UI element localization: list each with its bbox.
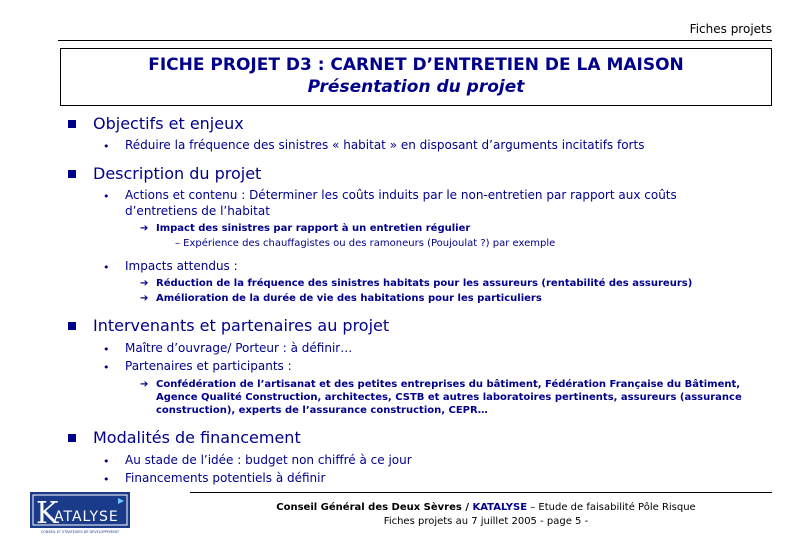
footer-line1 <box>200 502 772 513</box>
bullet-icon: • <box>103 343 110 356</box>
arrow-item-text: Amélioration de la durée de vie des habitations pour les particuliers <box>156 293 542 304</box>
arrow-icon: ➔ <box>140 293 149 304</box>
footer-brand: KATALYSE <box>472 502 528 513</box>
arrow-item-text: Impact des sinistres par rapport à un entretien régulier <box>156 223 471 234</box>
bullet-icon: • <box>103 261 110 274</box>
page-title: FICHE PROJET D3 : CARNET D’ENTRETIEN DE LA MAISON <box>148 55 684 75</box>
bullet-icon: • <box>103 140 110 153</box>
arrow-icon: ➔ <box>140 379 149 390</box>
section-square-icon <box>68 120 76 128</box>
bullet-icon: • <box>103 190 110 203</box>
dash-item: – Expérience des chauffagistes ou des ramoneurs (Poujoulat ?) par exemple <box>175 238 556 249</box>
list-item: Financements potentiels à définir <box>125 471 326 485</box>
bullet-icon: • <box>103 455 110 468</box>
arrow-icon: ➔ <box>140 278 149 289</box>
page-subtitle: Présentation du projet <box>307 77 525 97</box>
arrow-icon: ➔ <box>140 223 149 234</box>
list-item-continued: d’entretiens de l’habitat <box>125 204 270 218</box>
section-heading-objectifs: Objectifs et enjeux <box>93 114 244 133</box>
list-item: Partenaires et participants : <box>125 359 292 373</box>
list-item: Actions et contenu : Déterminer les coûts induits par le non-entretien par rapport aux coûts <box>125 188 677 202</box>
bullet-icon: • <box>103 473 110 486</box>
katalyse-logo <box>30 492 130 534</box>
footer-line2: Fiches projets au 7 juillet 2005 - page 5 - <box>383 516 589 527</box>
section-heading-description: Description du projet <box>93 164 262 183</box>
logo-tagline: CONSEIL ET STRATEGIES DE DEVELOPPEMENT <box>40 530 120 534</box>
title-box <box>60 48 772 106</box>
list-item: Maître d’ouvrage/ Porteur : à définir… <box>125 341 353 355</box>
arrow-item-text: Agence Qualité Construction, architectes, CSTB et autres laboratoires pertinents, assureurs (assurance <box>156 392 742 403</box>
footer-study: – Etude de faisabilité Pôle Risque <box>527 502 696 513</box>
footer-rule <box>190 492 772 493</box>
logo-initial: K <box>36 496 59 531</box>
header-label: Fiches projets <box>689 22 772 36</box>
bullet-icon: • <box>103 361 110 374</box>
section-square-icon <box>68 170 76 178</box>
section-heading-financement: Modalités de financement <box>93 428 301 447</box>
section-heading-intervenants: Intervenants et partenaires au projet <box>93 316 390 335</box>
section-square-icon <box>68 434 76 442</box>
list-item: Au stade de l’idée : budget non chiffré à ce jour <box>125 453 412 467</box>
list-item: Impacts attendus : <box>125 259 238 273</box>
section-square-icon <box>68 322 76 330</box>
arrow-item-text: construction), experts de l’assurance construction, CEPR… <box>156 405 488 416</box>
header-rule <box>58 40 772 41</box>
list-item: Réduire la fréquence des sinistres « habitat » en disposant d’arguments incitatifs forts <box>125 138 645 152</box>
footer-client: Conseil Général des Deux Sèvres / <box>276 502 473 513</box>
arrow-item-text: Confédération de l’artisanat et des petites entreprises du bâtiment, Fédération Française du Bâtiment, <box>156 379 741 390</box>
logo-text: ATALYSE <box>54 509 119 525</box>
arrow-item-text: Réduction de la fréquence des sinistres habitats pour les assureurs (rentabilité des assureurs) <box>156 278 693 289</box>
